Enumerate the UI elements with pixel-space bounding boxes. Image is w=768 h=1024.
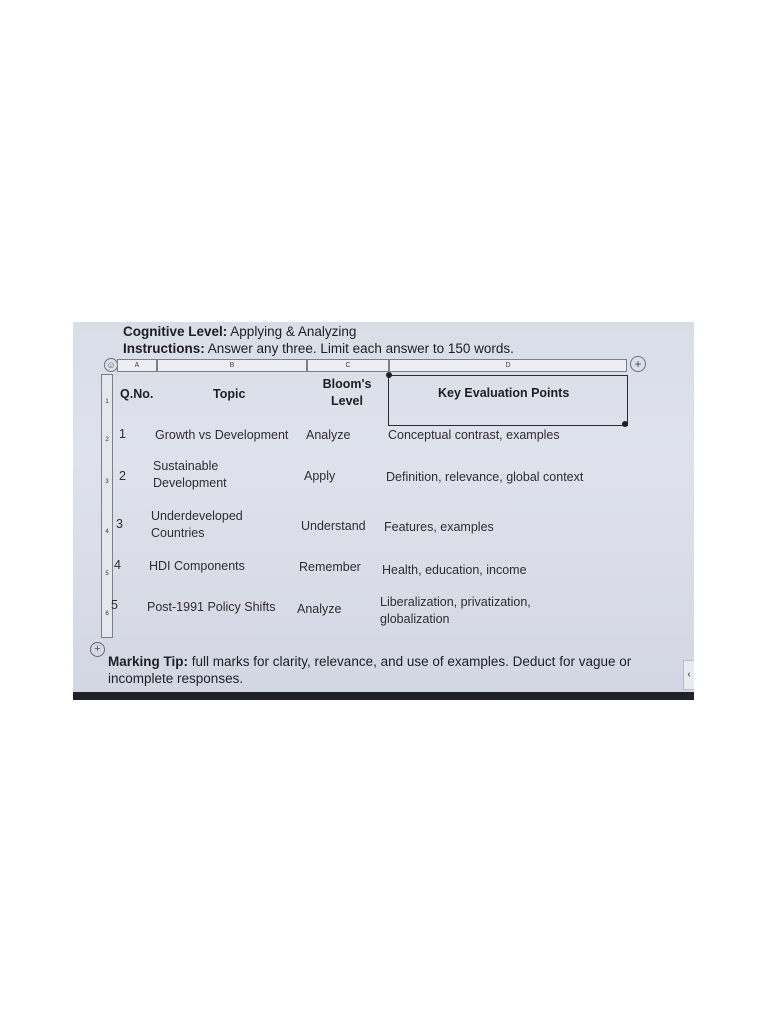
row-number-6[interactable]: 6 — [105, 611, 109, 617]
row2-qno[interactable]: 2 — [119, 469, 126, 483]
row1-topic[interactable]: Growth vs Development — [155, 428, 289, 442]
row5-key[interactable] — [380, 594, 531, 628]
marking-tip-text: full marks for clarity, relevance, and use of examples. Deduct for vague or incomplete responses. — [108, 654, 632, 686]
row5-qno[interactable]: 5 — [111, 598, 118, 612]
row1-qno[interactable]: 1 — [119, 427, 126, 441]
row3-topic-line2: Countries — [151, 526, 205, 540]
header-key-points[interactable]: Key Evaluation Points — [438, 386, 570, 400]
row3-level[interactable]: Understand — [301, 519, 366, 533]
column-header-d[interactable]: D — [389, 359, 627, 372]
cognitive-level-value: Applying & Analyzing — [230, 324, 357, 339]
row2-topic[interactable] — [153, 458, 227, 492]
cognitive-level-line — [123, 324, 356, 339]
marking-tip-label: Marking Tip: — [108, 654, 189, 669]
select-all-icon[interactable]: ☺ — [104, 358, 118, 372]
row3-qno[interactable]: 3 — [116, 517, 123, 531]
selection-handle-bottom[interactable] — [622, 421, 628, 427]
selection-handle-top[interactable] — [386, 372, 392, 378]
row2-key[interactable]: Definition, relevance, global context — [386, 470, 584, 484]
row2-level[interactable]: Apply — [304, 469, 336, 483]
row5-topic[interactable]: Post-1991 Policy Shifts — [147, 600, 276, 614]
header-qno[interactable]: Q.No. — [120, 387, 154, 401]
row4-topic[interactable]: HDI Components — [149, 559, 245, 573]
row-number-3[interactable]: 3 — [105, 479, 109, 485]
row3-key[interactable]: Features, examples — [384, 520, 494, 534]
instructions-line — [123, 341, 514, 356]
side-scroll-tab[interactable]: ‹ — [683, 660, 694, 690]
row4-level[interactable]: Remember — [299, 560, 361, 574]
header-bloom[interactable] — [317, 376, 377, 410]
header-topic[interactable]: Topic — [213, 387, 246, 401]
row-number-4[interactable]: 4 — [105, 529, 109, 535]
row5-key-line1: Liberalization, privatization, — [380, 595, 531, 609]
row4-qno[interactable]: 4 — [114, 558, 121, 572]
cell-selection-box — [388, 375, 628, 426]
row1-level[interactable]: Analyze — [306, 428, 351, 442]
add-column-icon[interactable]: + — [630, 356, 646, 372]
cognitive-level-label: Cognitive Level: — [123, 324, 228, 339]
column-header-b[interactable]: B — [157, 359, 307, 372]
header-bloom-line1: Bloom's — [322, 377, 372, 391]
marking-tip — [108, 653, 688, 687]
row3-topic[interactable] — [151, 508, 243, 542]
row3-topic-line1: Underdeveloped — [151, 509, 243, 523]
instructions-label: Instructions: — [123, 341, 205, 356]
row-number-2[interactable]: 2 — [105, 437, 109, 443]
row-number-1[interactable]: 1 — [105, 399, 109, 405]
row5-key-line2: globalization — [380, 612, 450, 626]
column-header-a[interactable]: A — [117, 359, 157, 372]
row4-key[interactable]: Health, education, income — [382, 563, 527, 577]
row2-topic-line1: Sustainable — [153, 459, 219, 473]
row1-key[interactable]: Conceptual contrast, examples — [388, 428, 560, 442]
plus-circle-icon[interactable]: + — [90, 642, 105, 657]
spreadsheet-photo — [73, 322, 694, 700]
row2-topic-line2: Development — [153, 476, 227, 490]
header-bloom-line2: Level — [331, 394, 363, 408]
column-header-bar — [117, 359, 627, 372]
instructions-value: Answer any three. Limit each answer to 150 words. — [207, 341, 514, 356]
row-number-5[interactable]: 5 — [105, 571, 109, 577]
bottom-edge — [73, 692, 694, 700]
column-header-c[interactable]: C — [307, 359, 389, 372]
row5-level[interactable]: Analyze — [297, 602, 342, 616]
